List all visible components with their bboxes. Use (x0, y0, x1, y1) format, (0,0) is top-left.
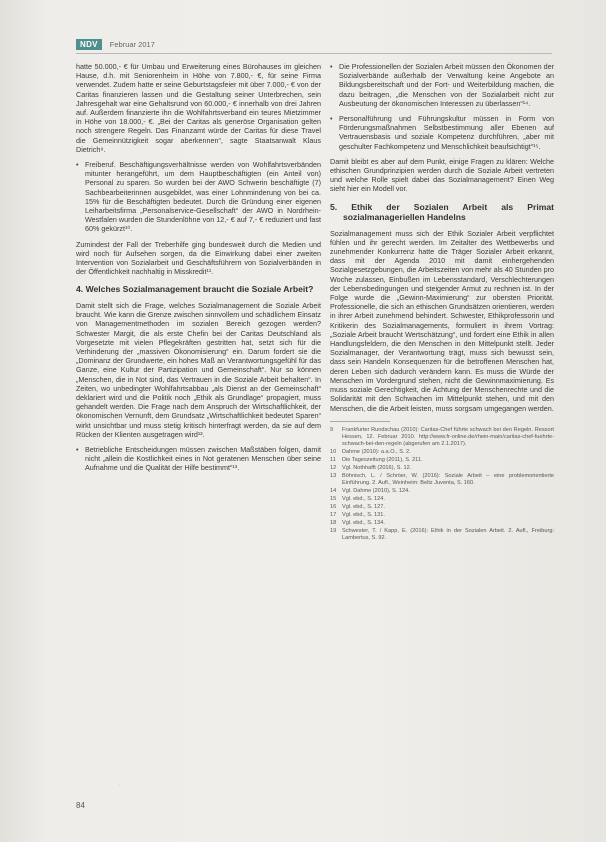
header-rule (76, 53, 552, 54)
footnote (330, 528, 554, 542)
footnote (330, 512, 554, 519)
section-heading-5 (330, 202, 554, 223)
footnote-number: 14 (330, 487, 337, 494)
paragraph: Damit stellt sich die Frage, welches Sozialmanagement die Soziale Arbeit braucht. Wie kann die Grenze zwischen sinnvollem und schädlichem Einsatz von Managementmethoden im sozialen Bereich gezogen werden? Schwester Margit, die als erste Chefin bei der Caritas Deutschland als Vorgesetzte mit vielen Pflegekräften gestritten hat, setzt sich für die Verhinderung der „massiven Ökonomisierung“ ein. Darum fordert sie die „Dominanz der Grundwerte, ein hohes Maß an Verantwortungsgefühl für das Ganze, eine Kultur der Partizipation und Gemeinschaft“. Nur so können „Menschen, die in Not sind, das Vertrauen in die Soziale Arbeit behalten“. In Zeiten, wo unbedingter Wohlfahrtsabbau „als Dienst an der Gemeinschaft“ deklariert wird und die Politik noch „Ethik als Grundlage“ propagiert, muss gehandelt werden. Die Frage nach dem Anspruch der Wirtschaftlichkeit, der ökonomischen Vernunft, dem Grundsatz „Wirtschaftlichkeit bedeutet Sparen“ wirkt unsichtbar und muss stetig kritisch hinterfragt werden, da sie auf dem Rücken der Klienten ausgetragen wird¹². (76, 300, 321, 439)
footnote-text: Vgl. ebd., S. 124. (342, 495, 385, 502)
bullet-list (76, 445, 321, 473)
bullet-list (76, 160, 321, 234)
journal-badge: NDV (76, 39, 102, 50)
footnote-text: Vgl. ebd., S. 134. (342, 519, 385, 526)
paragraph: Sozialmanagement muss sich der Ethik Sozialer Arbeit verpflichtet fühlen und ihr gerecht werden. Im Zeitalter des Wettbewerbs und zunehmender Konkurrenz hatte die Träger Sozialer Arbeit erkannt, dass mit der Agenda 2010 mit damit einhergehenden Sozialgesetzgebungen, die Arbeitszeiten von mehr als 40 Stunden pro Woche zulassen, Einbußen im Lebensstandard, Verschlechterungen der Lebensbedingungen und steigender Armut zu rechnen ist. In der Folge wurde die „Gewinn-Maximierung“ zur obersten Priorität. Professionelle, die sich an ethischen Grundsätzen orientieren, werden in ihrer Arbeit zunehmend behindert. Schwester, Ethikprofessorin und Kritikerin des Sozialmanagements, formuliert in ihrem Vortrag: „Soziale Arbeit braucht Wertschätzung“, und fordert eine Ethik in allen Handlungsfeldern, die den Menschen in den Mittelpunkt stellt. Jeder Sozialmanager, der Verantwortung trägt, muss sich bewusst sein, dass sein Handeln Konsequenzen für die betroffenen Menschen hat, deren Leben sich dadurch verändern kann. Es muss die Würde der Menschen im Vordergrund stehen, nicht die Gewinnmaximierung. Es muss soziale Gerechtigkeit, die Achtung der Menschenrechte und die Solidarität mit den Schwachen im Mittelpunkt stehen, und mit den Menschen, die die Arbeit leisten, muss sorgsam umgegangen werden. (330, 228, 554, 413)
paragraph: Zumindest der Fall der Treberhilfe ging bundesweit durch die Medien und wird noch für Aufsehen sorgen, da die Einwirkung dabei einer zweiten Intervention von Sozialarbeit und Geschäftsführern von Sozialverbänden in der Öffentlichkeit nachhaltig in Misskredit¹¹. (76, 239, 321, 277)
paragraph: Damit bleibt es aber auf dem Punkt, einige Fragen zu klären: Welche ethischen Grundprinzipien werden durch die Soziale Arbeit vertreten und welche Rolle spielt dabei das Sozialmanagement? Einen Weg sieht hier ein Modell vor. (330, 156, 554, 194)
footnote (330, 465, 554, 472)
left-column (76, 62, 321, 479)
paragraph: hatte 50.000,- € für Umbau und Erweiterung eines Bürohauses im gleichen Hause, d.h. mit Seniorenheim in Höhe von 7.800,- €, für seine Firma verwendet. Zudem hatte er seine Geburtstagsfeier mit über 7.000,- € von der Caritas finanzieren lassen und die Gestaltung seiner Unterbrechen, sein Jahresgehalt war eine Gehaltsrund von 60.000,- € innerhalb von drei Jahren auf. Außerdem finanzierte ihn die Wohlfahrtsverband ein teures Mietzimmer in Höhe von 18.000,- €. „Bei der Caritas als generöse Organisation gelten noch strengere Regeln. Das Finanzamt würde der Caritas für diese Travel die Gemeinnützigkeit sogar aberkennen“, sagte Staatsanwalt Klaus Dietrich⁹. (76, 62, 321, 154)
footnote-text: Vgl. Nothhafft (2016), S. 12. (342, 464, 412, 471)
footnote-number: 11 (330, 456, 336, 463)
footnote-number: 16 (330, 503, 337, 510)
footnote-list (330, 427, 554, 542)
footnote-number: 12 (330, 464, 337, 471)
footnote-number: 18 (330, 519, 337, 526)
footnote (330, 488, 554, 495)
bullet-list (330, 62, 554, 151)
footnote-number: 9 (330, 426, 334, 433)
section-title: Ethik der Sozialen Arbeit als Primat sozialmanageriellen Handelns (343, 201, 554, 223)
footnote-number: 13 (330, 472, 337, 479)
footnote-rule (330, 421, 390, 422)
list-item: • Die Professionellen der Sozialen Arbeit müssen den Ökonomen der Sozialverbände außerhalb der Verwaltung keine Angebote an Bildungsbereitschaft und der Fort- und Weiterbildung machen, die dazu beitragen, „die Menschen von der Sozialarbeit nicht zur Ausbeutung der ökonomischen Interessen zu überlassen“¹⁴. (330, 62, 554, 108)
footnote-number: 19 (330, 527, 337, 534)
footnote (330, 520, 554, 527)
section-number: 5. (330, 201, 338, 212)
section-title: Welches Sozialmanagement braucht die Soziale Arbeit? (85, 284, 314, 295)
footnote (330, 504, 554, 511)
footnote (330, 496, 554, 503)
list-item: • Freiberuf. Beschäftigungsverhältnisse werden von Wohlfahrtsverbänden mitunter herangeführt, um dem Hauptbeschäftigten (ein Anteil von) Personal zu sparen. So wurden bei der AWO Schwerin beschäftigte (7) Sachbearbeiterinnen ausgebildet, was einer Lohnminderung von bei ca. 15% für die Beschäftigten bedeutet. Durch die Gründung einer eigenen Leiharbeitsfirma „Personalservice-Gesellschaft“ der AWO in Nordrhein-Westfalen wurden die Stundenlöhne von 12,- € auf 7,- € reduziert und fast 60% gekürzt¹⁰. (76, 160, 321, 234)
list-item: • Personalführung und Führungskultur müssen in Form von Förderungsmaßnahmen Selbstbestimmung aller Ebenen auf Vertrauensbasis und soziale Kompetenz durchführen, „aber mit geschulter Fachkompetenz und Menschlichkeit beaufsichtigt“¹⁵. (330, 114, 554, 151)
footnote-text: Die Tageszeitung (2011), S. 211. (342, 456, 423, 463)
section-number: 4. (76, 284, 84, 295)
footnote (330, 427, 554, 448)
footnote-text: Frankfurter Rundschau (2010): Caritas-Chef führte schwach bei den Regeln. Ressort Hessen, 12. Februar 2010. http://www.fr-online.de/rhein-main/caritas-chef-fuehrte-schwach-bei-den-regeln (abgerufen am 2.1.2017). (342, 426, 554, 447)
footnote-text: Vgl. ebd., S. 127. (342, 503, 385, 510)
right-column (330, 62, 554, 543)
page-mark: · (118, 782, 121, 789)
footnote-text: Böhnisch, L. / Schröer, W. (2016): Soziale Arbeit – eine problemorientierte Einführung. 2. Aufl., Weinheim: Beltz Juventa, S. 160. (342, 472, 554, 486)
issue-label: Februar 2017 (109, 39, 155, 49)
footnote-text: Schwester, T. / Kapp, E. (2016): Ethik in der Sozialen Arbeit. 2. Aufl., Freiburg: Lambertus, S. 92. (342, 527, 554, 541)
footnote (330, 457, 554, 464)
footnote-text: Vgl. ebd., S. 131. (342, 511, 385, 518)
footnote-text: Dahme (2010): a.a.O., S. 2. (342, 448, 411, 455)
footnote-number: 15 (330, 495, 337, 502)
section-heading-4 (76, 284, 321, 295)
footnote-text: Vgl. Dahme (2010), S. 124. (342, 487, 410, 494)
footnote-number: 10 (330, 448, 337, 455)
page-number: 84 (76, 801, 85, 810)
page-header (76, 38, 155, 50)
footnote (330, 473, 554, 487)
footnote-number: 17 (330, 511, 337, 518)
list-item: • Betriebliche Entscheidungen müssen zwischen Maßstäben folgen, damit nicht „allein die Kostlichkeit eines in Not geratenen Menschen über seine Aufnahme und die Qualität der Hilfe bestimmt“¹³. (76, 445, 321, 473)
footnote (330, 449, 554, 456)
